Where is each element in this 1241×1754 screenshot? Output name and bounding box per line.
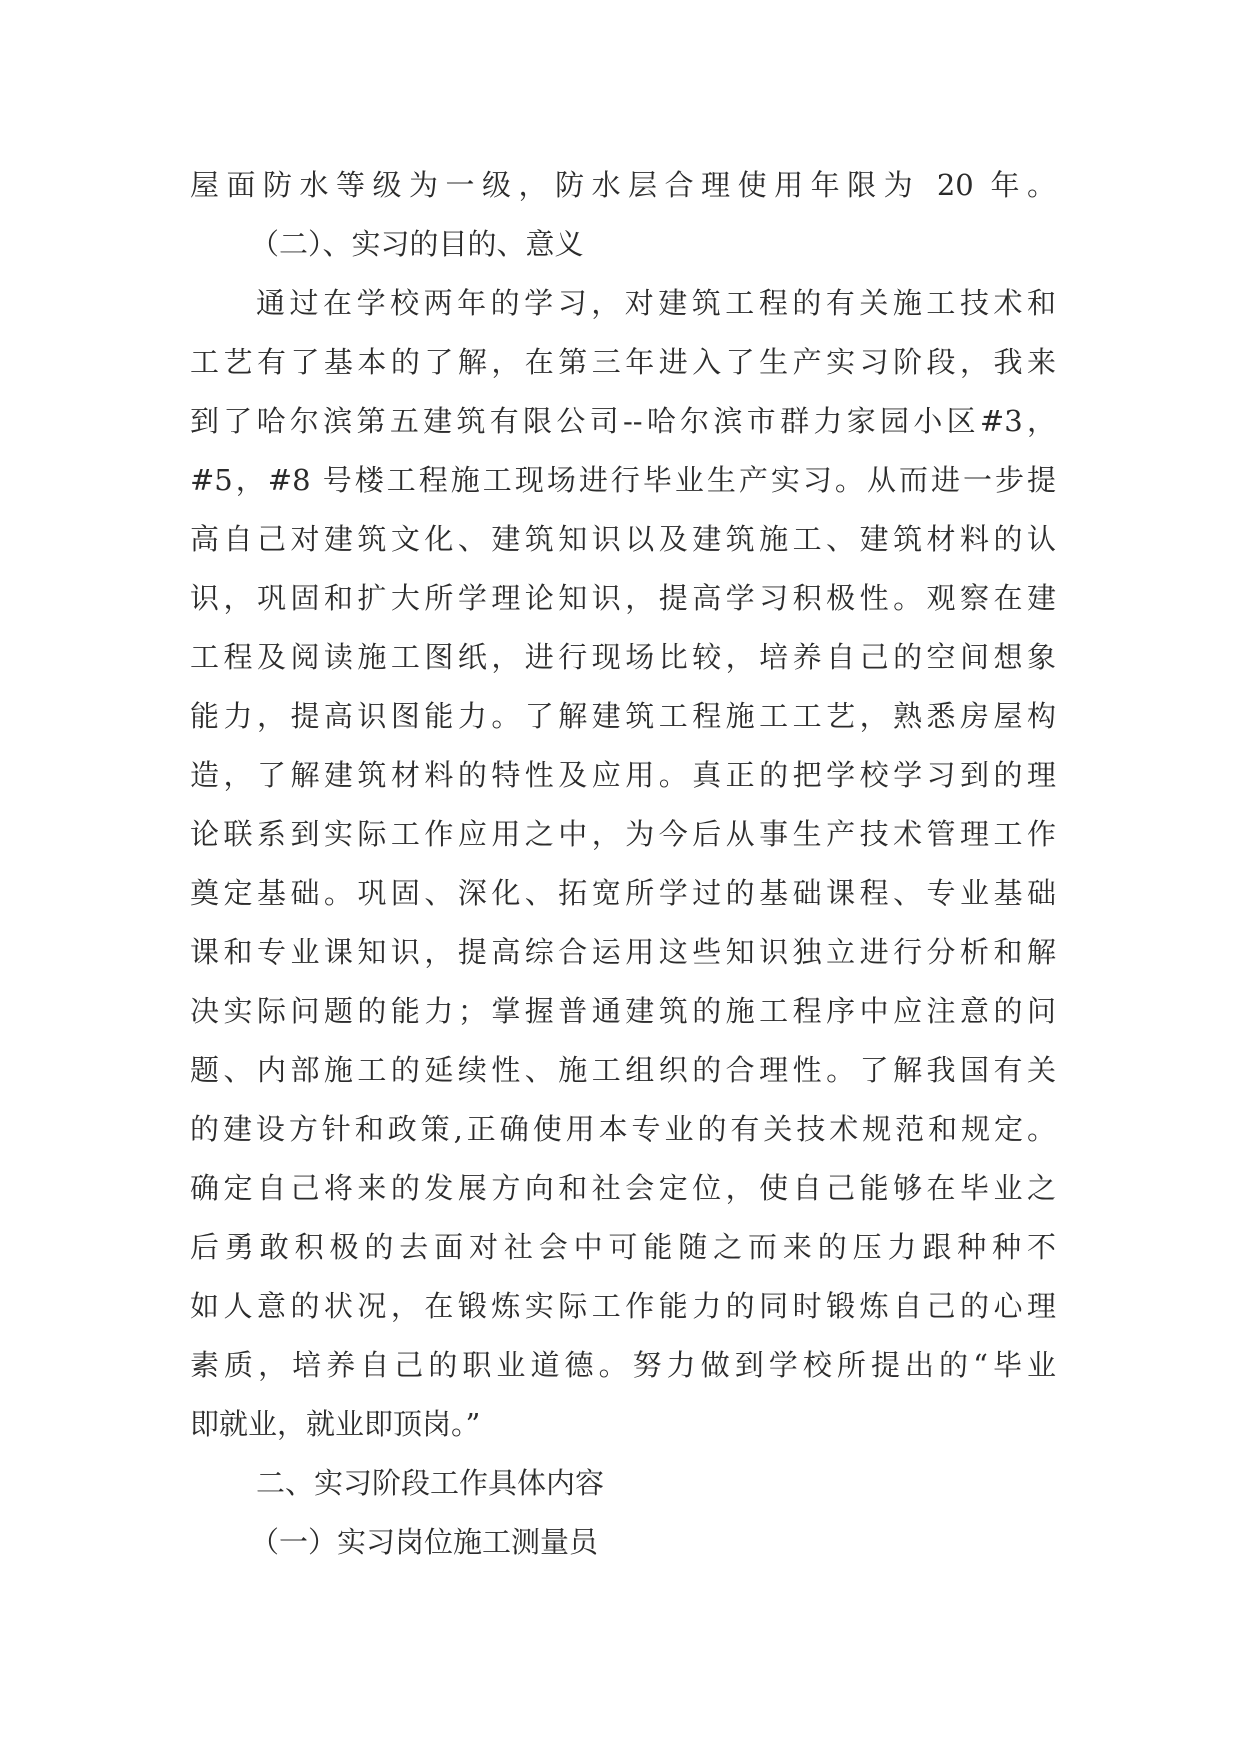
paragraph-line: 素质，培养自己的职业道德。努力做到学校所提出的“毕业	[190, 1348, 1056, 1382]
paragraph-line: 的建设方针和政策,正确使用本专业的有关技术规范和规定。	[190, 1112, 1056, 1146]
paragraph-line: 识，巩固和扩大所学理论知识，提高学习积极性。观察在建	[190, 581, 1056, 615]
paragraph-line: 奠定基础。巩固、深化、拓宽所学过的基础课程、专业基础	[190, 876, 1056, 910]
paragraph-line: 决实际问题的能力；掌握普通建筑的施工程序中应注意的问	[190, 994, 1056, 1028]
paragraph-line: 后勇敢积极的去面对社会中可能随之而来的压力跟种种不	[190, 1230, 1056, 1264]
section-heading: （二）、实习的目的、意义	[250, 227, 584, 261]
paragraph-line: 如人意的状况，在锻炼实际工作能力的同时锻炼自己的心理	[190, 1289, 1056, 1323]
paragraph-line: 题、内部施工的延续性、施工组织的合理性。了解我国有关	[190, 1053, 1056, 1087]
paragraph-line: 确定自己将来的发展方向和社会定位，使自己能够在毕业之	[190, 1171, 1056, 1205]
paragraph-line: #5，#8 号楼工程施工现场进行毕业生产实习。从而进一步提	[190, 463, 1056, 497]
paragraph-last-line: 即就业，就业即顶岗。”	[190, 1407, 481, 1441]
paragraph-line: 高自己对建筑文化、建筑知识以及建筑施工、建筑材料的认	[190, 522, 1056, 556]
paragraph-line: 造，了解建筑材料的特性及应用。真正的把学校学习到的理	[190, 758, 1056, 792]
paragraph-line: 到了哈尔滨第五建筑有限公司--哈尔滨市群力家园小区#3，	[190, 404, 1056, 438]
paragraph-line: 屋面防水等级为一级，防水层合理使用年限为 20 年。	[190, 168, 1056, 202]
paragraph-line: 论联系到实际工作应用之中，为今后从事生产技术管理工作	[190, 817, 1056, 851]
paragraph-line: 工艺有了基本的了解，在第三年进入了生产实习阶段，我来	[190, 345, 1056, 379]
paragraph-line: 通过在学校两年的学习，对建筑工程的有关施工技术和	[256, 286, 1056, 320]
subsection-heading: （一）实习岗位施工测量员	[250, 1525, 599, 1559]
paragraph-line: 工程及阅读施工图纸，进行现场比较，培养自己的空间想象	[190, 640, 1056, 674]
document-body	[190, 156, 1056, 1572]
paragraph-line: 能力，提高识图能力。了解建筑工程施工工艺，熟悉房屋构	[190, 699, 1056, 733]
section-heading: 二、实习阶段工作具体内容	[256, 1466, 605, 1500]
paragraph-line: 课和专业课知识，提高综合运用这些知识独立进行分析和解	[190, 935, 1056, 969]
